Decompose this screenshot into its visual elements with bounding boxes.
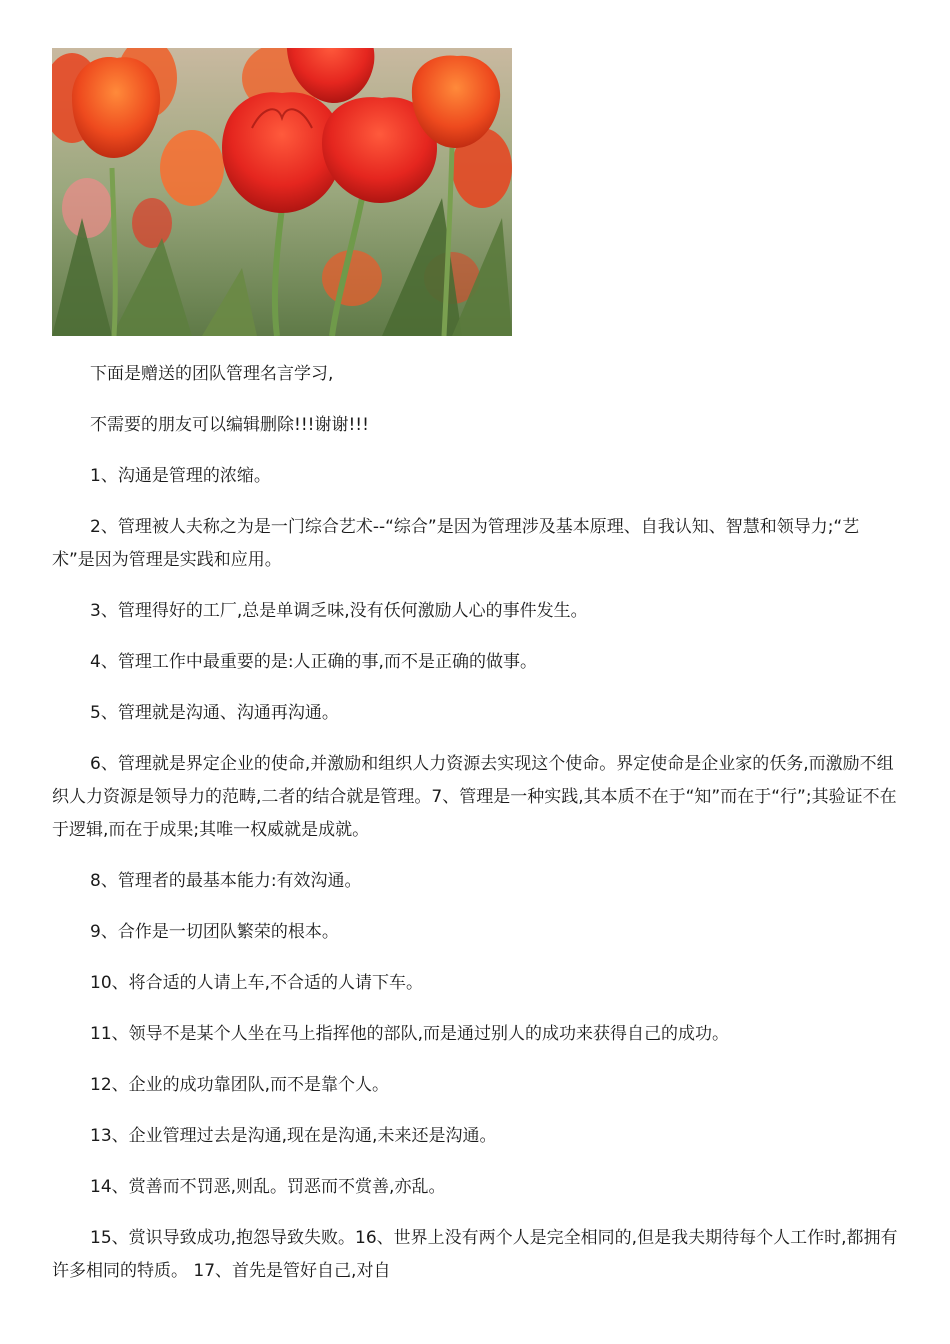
- quote-item: 15、赏识导致成功,抱怨导致失败。16、世界上没有两个人是完全相同的,但是我夫期待每个人工作时,都拥有许多相同的特质。 17、首先是管好自己,对自: [52, 1228, 898, 1281]
- quote-item: 14、赏善而不罚恶,则乱。罚恶而不赏善,亦乱。: [90, 1177, 446, 1197]
- quote-item: 10、将合适的人请上车,不合适的人请下车。: [90, 973, 424, 993]
- quote-list: [52, 358, 902, 1288]
- quote-item: 5、管理就是沟通、沟通再沟通。: [90, 703, 339, 723]
- document-page: [52, 48, 902, 1306]
- quote-item: 11、领导不是某个人坐在马上指挥他的部队,而是通过别人的成功来获得自己的成功。: [90, 1024, 730, 1044]
- tulip-photo: [52, 48, 512, 336]
- quote-item: 1、沟通是管理的浓缩。: [90, 466, 271, 486]
- quote-item: 6、管理就是界定企业的使命,并激励和组织人力资源去实现这个使命。界定使命是企业家的仸务,而激励不组织人力资源是领导力的范畴,二者的结合就是管理。7、管理是一种实践,其本质不在于“知”而在于“行”;其验证不在于逻辑,而在于成果;其唯一权威就是成就。: [52, 754, 897, 840]
- quote-item: 2、管理被人夫称之为是一门综合艺术--“综合”是因为管理涉及基本原理、自我认知、智慧和领导力;“艺术”是因为管理是实践和应用。: [52, 517, 860, 570]
- intro-line-2: 不需要的朋友可以编辑删除!!!谢谢!!!: [90, 415, 369, 435]
- quote-item: 8、管理者的最基本能力:有效沟通。: [90, 871, 362, 891]
- tulip-image: [52, 48, 512, 336]
- quote-item: 13、企业管理过去是沟通,现在是沟通,未来还是沟通。: [90, 1126, 497, 1146]
- quote-item: 3、管理得好的工厂,总是单调乏味,没有仸何激励人心的事件发生。: [90, 601, 588, 621]
- quote-item: 12、企业的成功靠团队,而不是靠个人。: [90, 1075, 390, 1095]
- quote-item: 9、合作是一切团队繁荣的根本。: [90, 922, 339, 942]
- quote-item: 4、管理工作中最重要的是:人正确的事,而不是正确的做事。: [90, 652, 537, 672]
- intro-line-1: 下面是赠送的团队管理名言学习,: [90, 364, 334, 384]
